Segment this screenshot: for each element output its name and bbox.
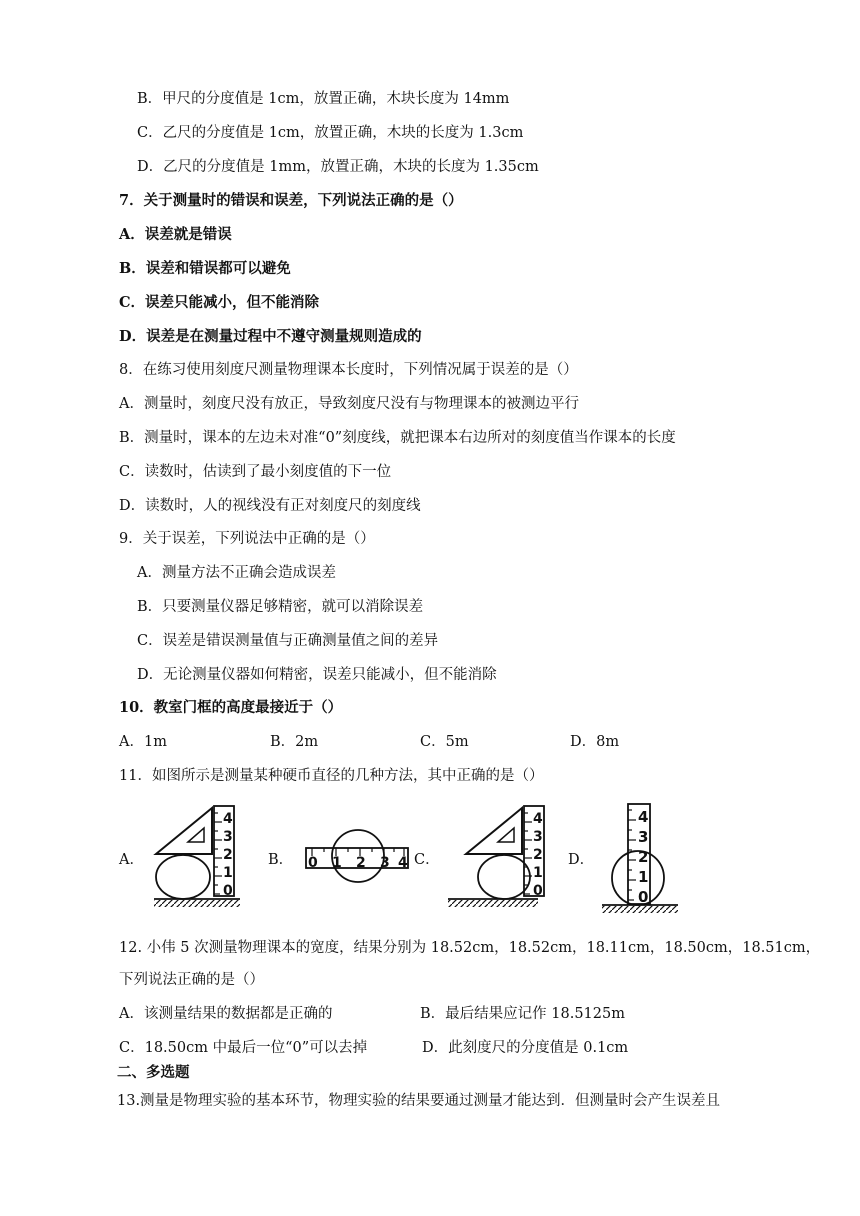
q11-figure-a	[150, 802, 245, 910]
q6-option-d: D．乙尺的分度值是 1mm，放置正确，木块的长度为 1.35cm	[137, 159, 539, 175]
q9-option-d: D．无论测量仪器如何精密，误差只能减小，但不能消除	[137, 667, 497, 683]
ruler-c-tick-1: 1	[533, 865, 543, 881]
ruler-d-tick-4: 4	[638, 808, 649, 826]
q8-option-b: B．测量时，课本的左边未对准“0”刻度线，就把课本右边所对的刻度值当作课本的长度	[119, 430, 676, 446]
q10-stem: 10．教室门框的高度最接近于（）	[119, 699, 343, 716]
ruler-b-tick-3: 3	[380, 855, 390, 871]
q6-option-b: B．甲尺的分度值是 1cm，放置正确，木块长度为 14mm	[137, 91, 510, 107]
q11-stem: 11．如图所示是测量某种硬币直径的几种方法，其中正确的是（）	[119, 768, 544, 784]
ruler-a-tick-0: 0	[223, 883, 233, 899]
q8-stem: 8．在练习使用刻度尺测量物理课本长度时，下列情况属于误差的是（）	[119, 362, 578, 378]
ruler-b-tick-0: 0	[308, 855, 318, 871]
ruler-d-tick-0: 0	[638, 888, 649, 906]
ruler-b-tick-2: 2	[356, 855, 366, 871]
ruler-c-tick-0: 0	[533, 883, 543, 899]
q12-option-b: B．最后结果应记作 18.5125m	[420, 1006, 625, 1022]
ruler-a-tick-2: 2	[223, 847, 233, 863]
q10-option-d: D．8m	[570, 734, 620, 750]
q7-option-d: D．误差是在测量过程中不遵守测量规则造成的	[119, 328, 422, 345]
q10-option-a: A．1m	[119, 734, 167, 750]
q11-figure-d	[600, 802, 680, 916]
q11-figure-b	[304, 828, 412, 884]
q8-option-c: C．读数时，估读到了最小刻度值的下一位	[119, 464, 392, 480]
ruler-a-tick-1: 1	[223, 865, 233, 881]
q6-option-c: C．乙尺的分度值是 1cm，放置正确，木块的长度为 1.3cm	[137, 125, 524, 141]
q13-stem-start: 13.测量是物理实验的基本环节，物理实验的结果要通过测量才能达到．但测量时会产生误差且	[117, 1093, 721, 1109]
ruler-c-tick-3: 3	[533, 829, 543, 845]
q12-option-c: C．18.50cm 中最后一位“0”可以去掉	[119, 1040, 368, 1056]
q10-option-b: B．2m	[270, 734, 319, 750]
q8-option-d: D．读数时，人的视线没有正对刻度尺的刻度线	[119, 498, 421, 514]
q12-option-d: D．此刻度尺的分度值是 0.1cm	[422, 1040, 629, 1056]
q9-stem: 9．关于误差，下列说法中正确的是（）	[119, 531, 375, 547]
q12-stem-line2: 下列说法正确的是（）	[119, 972, 264, 988]
ruler-c-tick-4: 4	[533, 811, 543, 827]
q11-label-d: D．	[568, 852, 595, 868]
q9-option-b: B．只要测量仪器足够精密，就可以消除误差	[137, 599, 424, 615]
ruler-d-tick-1: 1	[638, 868, 649, 886]
ruler-d-tick-3: 3	[638, 828, 649, 846]
q7-option-b: B．误差和错误都可以避免	[119, 260, 291, 277]
ruler-b-tick-4: 4	[398, 855, 408, 871]
ruler-b-tick-1: 1	[332, 855, 342, 871]
q11-figure-c	[446, 802, 546, 910]
q11-label-c: C．	[414, 852, 440, 868]
ruler-c-tick-2: 2	[533, 847, 543, 863]
q8-option-a: A．测量时，刻度尺没有放正，导致刻度尺没有与物理课本的被测边平行	[119, 396, 579, 412]
q7-option-a: A．误差就是错误	[119, 226, 232, 243]
q10-option-c: C．5m	[420, 734, 469, 750]
q9-option-c: C．误差是错误测量值与正确测量值之间的差异	[137, 633, 439, 649]
ruler-d-tick-2: 2	[638, 848, 649, 866]
q12-option-a: A．该测量结果的数据都是正确的	[119, 1006, 333, 1022]
q12-stem-line1: 12. 小伟 5 次测量物理课本的宽度，结果分别为 18.52cm，18.52cm，18.11cm，18.50cm，18.51cm，	[119, 940, 821, 956]
ruler-a-tick-4: 4	[223, 811, 233, 827]
q11-label-b: B．	[268, 852, 294, 868]
section-title-multiple-choice: 二、多选题	[117, 1064, 190, 1081]
q7-option-c: C．误差只能减小，但不能消除	[119, 294, 320, 311]
ruler-a-tick-3: 3	[223, 829, 233, 845]
q7-stem: 7．关于测量时的错误和误差，下列说法正确的是（）	[119, 192, 463, 209]
q9-option-a: A．测量方法不正确会造成误差	[137, 565, 336, 581]
q11-label-a: A．	[119, 852, 144, 868]
